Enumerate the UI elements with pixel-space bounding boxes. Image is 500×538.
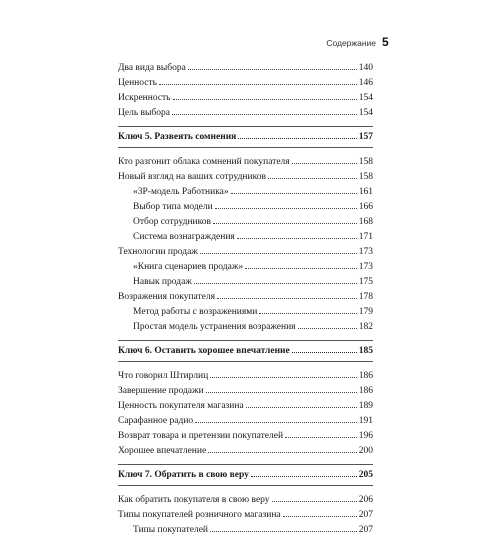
toc-entry	[118, 245, 373, 260]
toc-subentry	[118, 200, 373, 215]
dot-leader	[285, 436, 357, 438]
toc-entry-page: 166	[358, 202, 373, 212]
toc-entry-title: Возражения покупателя	[118, 292, 215, 302]
dot-leader	[208, 451, 357, 453]
toc-entry-title: Отбор сотрудников	[133, 217, 211, 227]
toc-entry-page: 182	[358, 322, 373, 332]
toc-entry-title: Типы покупателей розничного магазина	[118, 510, 281, 520]
toc-entry-title: Простая модель устранения возражения	[133, 322, 296, 332]
toc-entry	[118, 369, 373, 384]
chapter-title: Ключ 5. Развеять сомнения	[118, 132, 237, 142]
toc-entry-page: 200	[358, 446, 373, 456]
dot-leader	[210, 376, 357, 378]
toc-entry	[118, 444, 373, 459]
toc-entry	[118, 170, 373, 185]
dot-leader	[215, 207, 357, 209]
toc-entry	[118, 384, 373, 399]
dot-leader	[231, 192, 357, 194]
toc-entry	[118, 429, 373, 444]
dot-leader	[210, 530, 357, 532]
toc-group-5	[118, 155, 373, 335]
toc-entry-page: 186	[358, 371, 373, 381]
toc-entry-title: Завершение продажи	[118, 386, 204, 396]
toc-entry-page: 140	[358, 63, 373, 73]
toc-entry-page: 186	[358, 386, 373, 396]
toc-subentry	[118, 215, 373, 230]
dot-leader	[246, 406, 357, 408]
toc-entry-page: 206	[358, 495, 373, 505]
dot-leader	[173, 98, 357, 100]
toc-entry-title: Ценность	[118, 78, 157, 88]
toc-subentry	[118, 305, 373, 320]
dot-leader	[272, 500, 357, 502]
toc-entry-page: 207	[358, 525, 373, 535]
dot-leader	[194, 282, 357, 284]
toc-entry-page: 207	[358, 510, 373, 520]
toc-entry	[118, 290, 373, 305]
toc-entry-page: 171	[358, 232, 373, 242]
dot-leader	[259, 312, 356, 314]
chapter-heading-key6	[118, 340, 373, 362]
page-number: 5	[382, 35, 389, 49]
toc-entry	[118, 414, 373, 429]
toc-subentry	[118, 275, 373, 290]
toc-subentry	[118, 320, 373, 335]
dot-leader	[172, 113, 357, 115]
toc-entry-page: 191	[358, 416, 373, 426]
dot-leader	[217, 297, 357, 299]
toc-entry-page: 179	[358, 307, 373, 317]
toc-entry-page: 175	[358, 277, 373, 287]
running-head: Содержание	[326, 38, 376, 48]
toc-entry-title: Искренность	[118, 93, 171, 103]
toc-entry-page: 158	[358, 157, 373, 167]
toc-entry-page: 189	[358, 401, 373, 411]
toc-entry-title: Технологии продаж	[118, 247, 198, 257]
dot-leader	[237, 237, 357, 239]
dot-leader	[213, 222, 357, 224]
toc-entry-page: 196	[358, 431, 373, 441]
toc-group-6	[118, 369, 373, 459]
toc-entry-title: Метод работы с возражениями	[133, 307, 258, 317]
toc-entry-title: Ценность покупателя магазина	[118, 401, 244, 411]
chapter-page: 157	[358, 132, 373, 142]
toc-entry	[118, 399, 373, 414]
chapter-entry	[118, 130, 373, 145]
toc-entry	[118, 76, 373, 91]
toc-entry-page: 161	[358, 187, 373, 197]
toc-entry-page: 154	[358, 108, 373, 118]
table-of-contents	[118, 59, 373, 538]
dot-leader	[292, 351, 357, 353]
dot-leader	[206, 391, 357, 393]
toc-entry-title: Возврат товара и претензии покупателей	[118, 431, 284, 441]
toc-entry-title: Два вида выбора	[118, 63, 186, 73]
toc-entry-title: Цель выбора	[118, 108, 170, 118]
dot-leader	[195, 421, 357, 423]
chapter-title: Ключ 7. Обратить в свою веру	[118, 470, 249, 480]
toc-entry-title: Система вознаграждения	[133, 232, 235, 242]
chapter-entry	[118, 468, 373, 483]
chapter-heading-key5	[118, 126, 373, 148]
toc-entry-title: Типы покупателей	[133, 525, 209, 535]
chapter-page: 185	[358, 346, 373, 356]
toc-entry-title: Новый взгляд на ваших сотрудников	[118, 172, 266, 182]
toc-group-0	[118, 61, 373, 121]
toc-entry	[118, 91, 373, 106]
toc-entry-page: 146	[358, 78, 373, 88]
toc-entry-page: 158	[358, 172, 373, 182]
toc-entry	[118, 508, 373, 523]
chapter-page: 205	[358, 470, 373, 480]
dot-leader	[283, 515, 357, 517]
toc-entry-title: Хорошее впечатление	[118, 446, 207, 456]
toc-entry-title: Кто разгонит облака сомнений покупателя	[118, 157, 290, 167]
toc-entry-page: 154	[358, 93, 373, 103]
toc-entry-title: «3P-модель Работника»	[133, 187, 229, 197]
dot-leader	[238, 137, 356, 139]
dot-leader	[200, 252, 357, 254]
toc-entry-page: 173	[358, 247, 373, 257]
toc-entry-page: 178	[358, 292, 373, 302]
dot-leader	[292, 162, 357, 164]
toc-entry-title: Сарафанное радио	[118, 416, 194, 426]
toc-entry	[118, 155, 373, 170]
toc-entry	[118, 61, 373, 76]
chapter-title: Ключ 6. Оставить хорошее впечатление	[118, 346, 290, 356]
toc-subentry	[118, 260, 373, 275]
chapter-heading-key7	[118, 464, 373, 486]
toc-entry-title: Что говорил Штирлиц	[118, 371, 209, 381]
toc-entry-title: «Книга сценариев продаж»	[133, 262, 244, 272]
toc-entry-title: Выбор типа модели	[133, 202, 213, 212]
toc-subentry	[118, 230, 373, 245]
dot-leader	[188, 68, 357, 70]
dot-leader	[251, 475, 357, 477]
toc-entry-title: Навык продаж	[133, 277, 192, 287]
toc-entry	[118, 106, 373, 121]
toc-entry	[118, 493, 373, 508]
dot-leader	[245, 267, 357, 269]
dot-leader	[159, 83, 357, 85]
toc-entry-page: 173	[358, 262, 373, 272]
dot-leader	[268, 177, 357, 179]
dot-leader	[298, 327, 357, 329]
toc-entry-page: 168	[358, 217, 373, 227]
chapter-entry	[118, 344, 373, 359]
toc-subentry	[118, 185, 373, 200]
toc-subentry	[118, 523, 373, 538]
toc-entry-title: Как обратить покупателя в свою веру	[118, 495, 270, 505]
